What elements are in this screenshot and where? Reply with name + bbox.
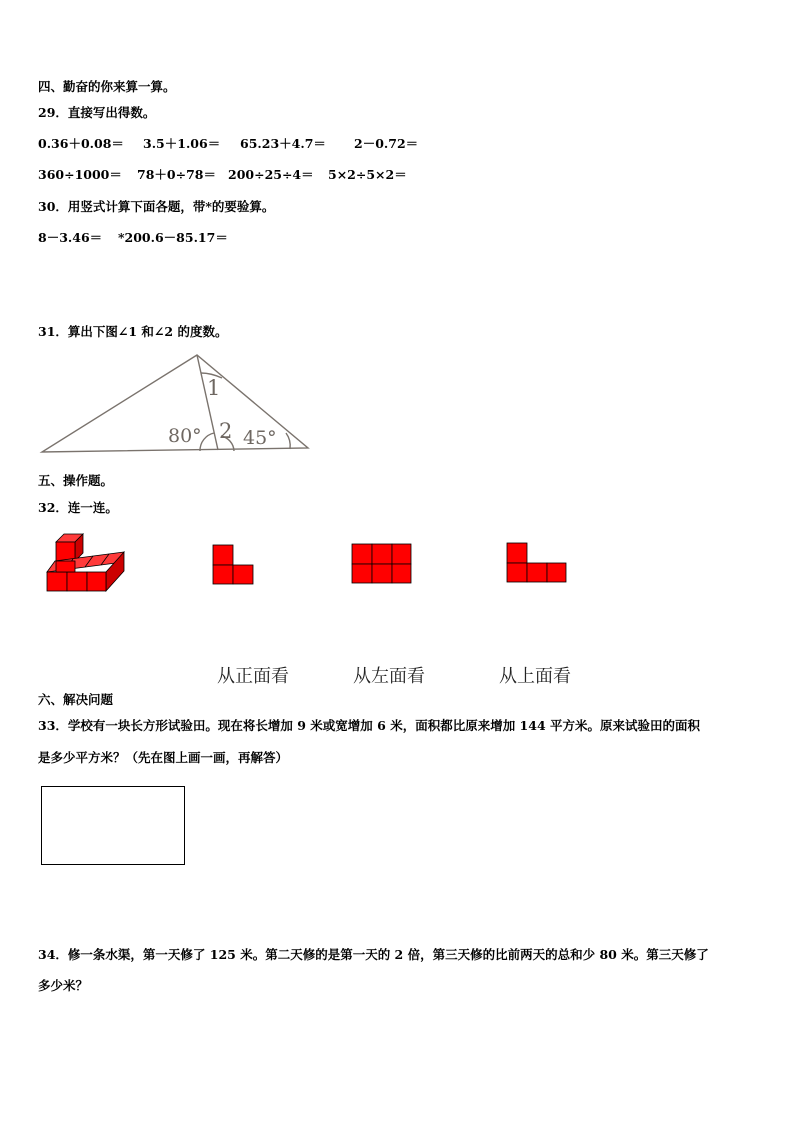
- angle-1-label: 1: [207, 376, 221, 400]
- q29-item-3: 65.23＋4.7＝: [240, 136, 326, 151]
- q29-item-8: 5×2÷5×2＝: [328, 167, 407, 182]
- q29-item-1: 0.36＋0.08＝: [38, 136, 124, 151]
- view-label-front: 从正面看: [217, 666, 289, 687]
- q29-item-4: 2－0.72＝: [354, 136, 419, 151]
- question-32-title: 32．连一连。: [38, 500, 118, 515]
- angle-2-label: 2: [219, 419, 233, 443]
- angle-80-arc: [200, 433, 214, 451]
- angle-45-arc: [286, 433, 290, 449]
- view-label-left: 从左面看: [353, 666, 425, 687]
- question-29-title: 29．直接写出得数。: [38, 105, 156, 120]
- view-label-top: 从上面看: [499, 666, 571, 687]
- q29-item-6: 78＋0÷78＝: [137, 167, 216, 182]
- question-30-title: 30．用竖式计算下面各题，带*的要验算。: [38, 199, 275, 214]
- angle-45-label: 45°: [243, 427, 277, 449]
- section-4-title: 四、勤奋的你来算一算。: [38, 79, 176, 94]
- question-33-line-2: 是多少平方米？（先在图上画一画，再解答）: [38, 750, 289, 765]
- section-5-title: 五、操作题。: [38, 473, 114, 488]
- question-31-title: 31．算出下图∠1 和∠2 的度数。: [38, 324, 228, 339]
- q29-item-2: 3.5＋1.06＝: [143, 136, 221, 151]
- question-33-line-1: 33．学校有一块长方形试验田。现在将长增加 9 米或宽增加 6 米，面积都比原来增加 144 平方米。原来试验田的面积: [38, 718, 700, 733]
- question-34-line-2: 多少米？: [38, 978, 89, 993]
- q30-item-2: *200.6－85.17＝: [118, 230, 228, 245]
- question-34-line-1: 34．修一条水渠，第一天修了 125 米。第二天修的是第一天的 2 倍，第三天修的比前两天的总和少 80 米。第三天修了: [38, 947, 709, 962]
- angle-80-label: 80°: [168, 425, 202, 447]
- q29-item-5: 360÷1000＝: [38, 167, 122, 182]
- section-6-title: 六、解决问题: [38, 692, 114, 707]
- field-rectangle: [41, 786, 185, 865]
- q30-item-1: 8－3.46＝: [38, 230, 103, 245]
- q29-item-7: 200÷25÷4＝: [228, 167, 314, 182]
